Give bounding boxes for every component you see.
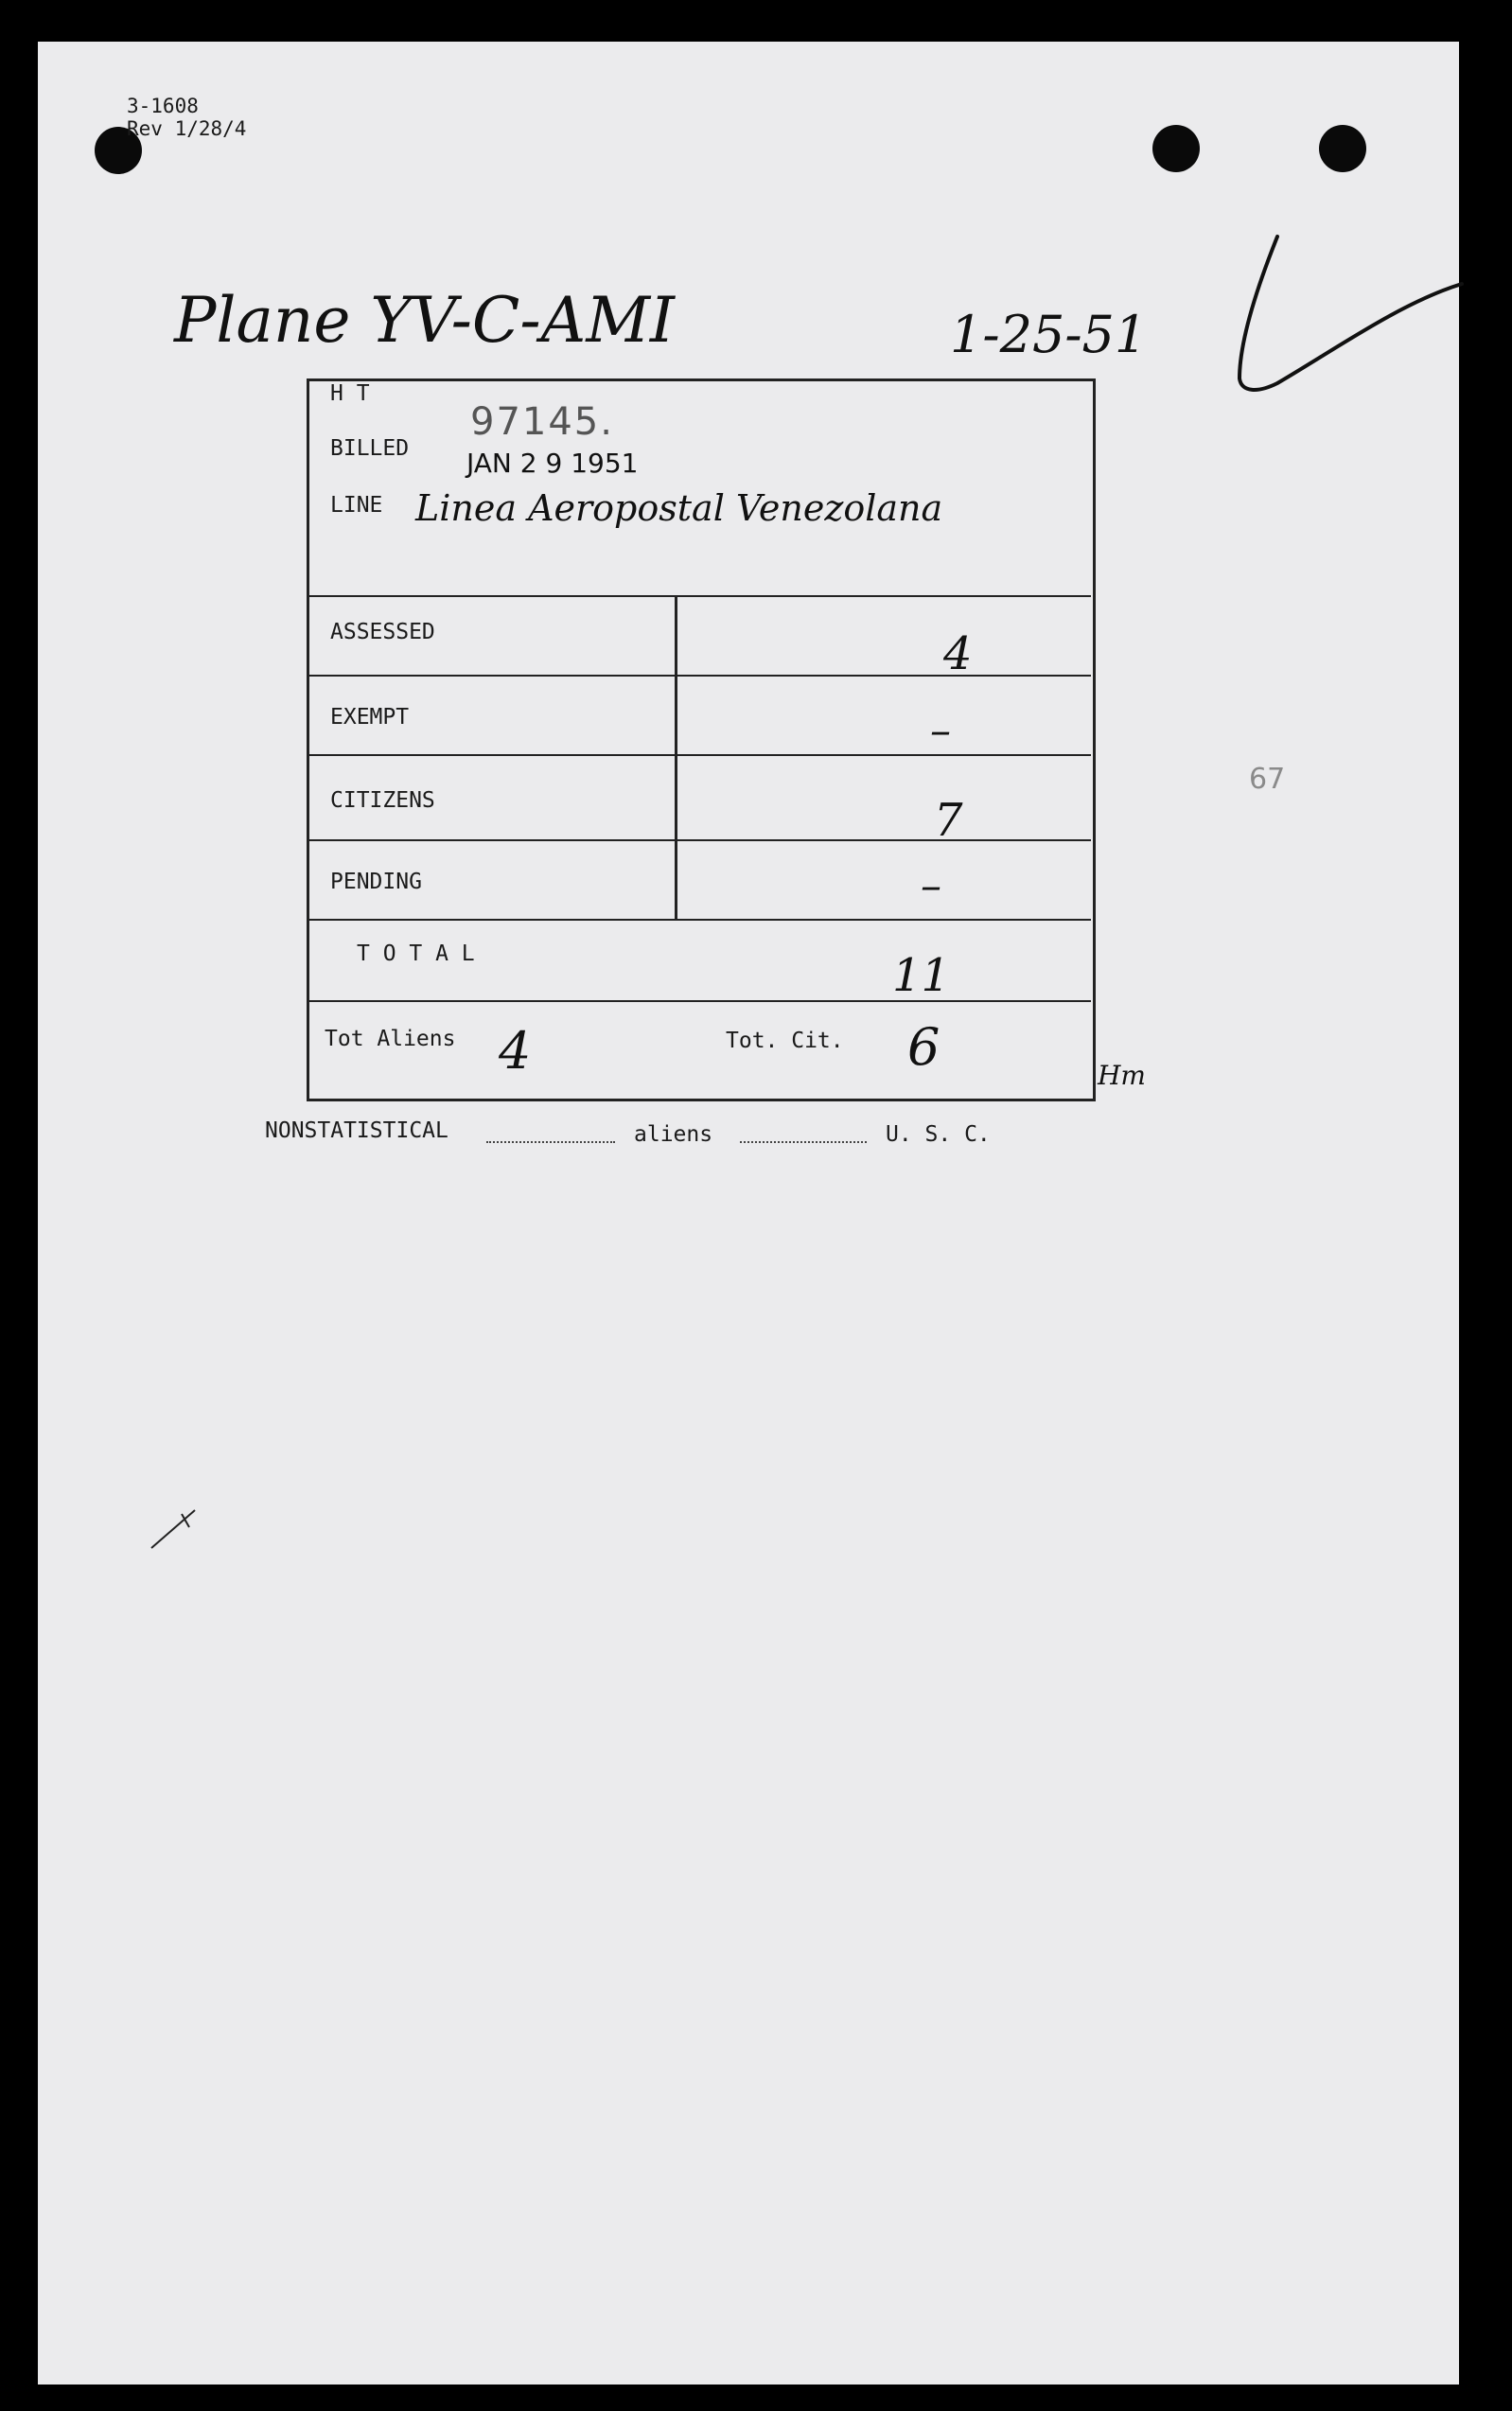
tot-aliens-value: 4: [499, 1021, 532, 1081]
row-value-citizens: 7: [934, 794, 963, 847]
total-label: T O T A L: [357, 942, 475, 966]
aliens-blank: [740, 1141, 867, 1143]
billed-date-stamp: JAN 2 9 1951: [466, 448, 639, 479]
punch-hole-right-2: [1319, 125, 1366, 172]
row-label-exempt: EXEMPT: [330, 705, 410, 730]
form-number: 3-1608: [127, 95, 199, 117]
check-mark-icon: [1221, 227, 1467, 407]
row-divider: [309, 754, 1091, 756]
total-value: 11: [892, 949, 951, 1002]
aliens-label: aliens: [634, 1122, 713, 1147]
plane-identifier: Plane YV-C-AMI: [174, 284, 675, 357]
pencil-tick-icon: [148, 1505, 201, 1552]
punch-hole-right-1: [1152, 125, 1200, 172]
row-value-assessed: 4: [943, 627, 973, 680]
section-divider: [309, 595, 1091, 597]
row-divider: [309, 675, 1091, 677]
billing-card: [307, 378, 1096, 1101]
row-divider: [309, 1000, 1091, 1002]
nonstatistical-label: NONSTATISTICAL: [265, 1118, 448, 1143]
tot-aliens-label: Tot Aliens: [325, 1027, 456, 1051]
row-divider: [309, 839, 1091, 841]
form-revision: Rev 1/28/4: [127, 117, 247, 140]
tot-cit-label: Tot. Cit.: [726, 1029, 844, 1053]
handwritten-initials: Hm: [1098, 1060, 1146, 1091]
usc-label: U. S. C.: [886, 1122, 991, 1147]
nonstatistical-blank: [486, 1141, 615, 1143]
column-divider: [675, 595, 677, 919]
line-value: Linea Aeropostal Venezolana: [415, 487, 943, 529]
row-label-assessed: ASSESSED: [330, 620, 435, 644]
billed-label: BILLED: [330, 436, 410, 461]
ht-label: H T: [330, 381, 370, 406]
row-label-pending: PENDING: [330, 870, 422, 894]
line-label: LINE: [330, 493, 383, 518]
row-value-exempt: –: [930, 707, 951, 755]
handwritten-date: 1-25-51: [950, 305, 1148, 364]
row-value-pending: –: [921, 862, 941, 910]
row-label-citizens: CITIZENS: [330, 788, 435, 813]
billed-number-stamp: 97145.: [470, 400, 614, 444]
row-divider: [309, 919, 1091, 921]
margin-number: 67: [1249, 763, 1286, 796]
tot-cit-value: 6: [907, 1017, 941, 1077]
